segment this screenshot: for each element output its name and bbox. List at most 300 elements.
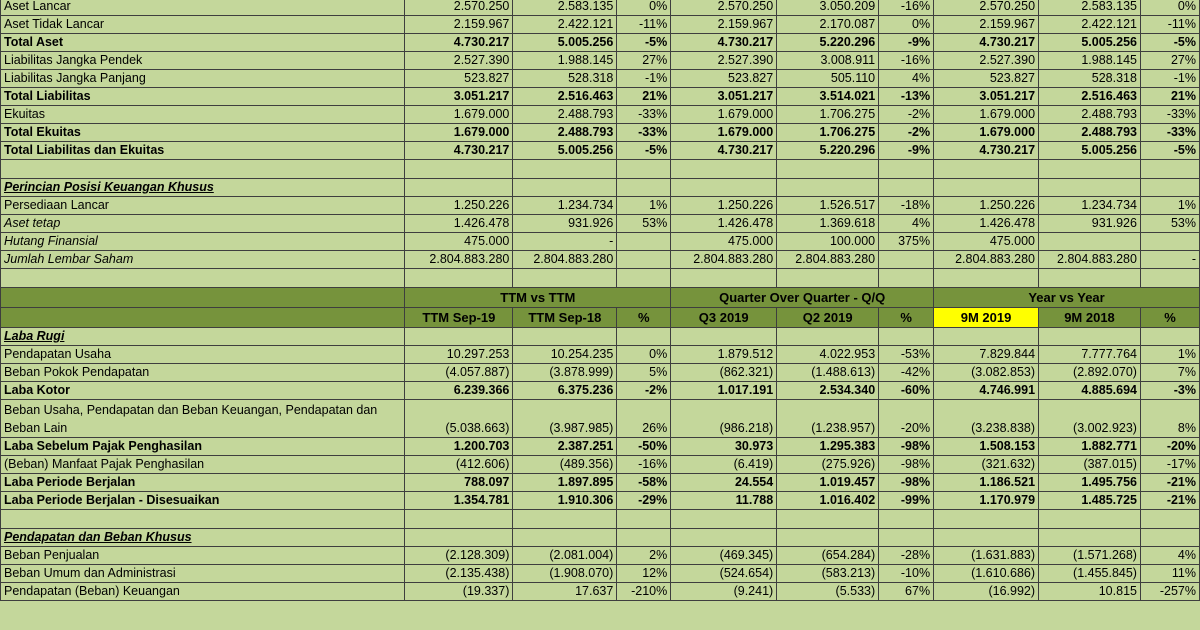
value-cell[interactable]: 2.534.340 [777,382,879,400]
section-title[interactable]: Laba Rugi [1,328,405,346]
value-cell[interactable]: -210% [617,583,671,601]
value-cell[interactable]: 2.527.390 [934,52,1039,70]
empty-cell[interactable] [513,328,617,346]
empty-cell[interactable] [617,179,671,197]
row-label[interactable]: Beban Penjualan [1,547,405,565]
value-cell[interactable]: 2.422.121 [1039,16,1141,34]
value-cell[interactable]: (5.038.663) [405,400,513,438]
value-cell[interactable]: 2.804.883.280 [671,251,777,269]
value-cell[interactable]: 30.973 [671,438,777,456]
value-cell[interactable]: -42% [879,364,934,382]
value-cell[interactable]: 21% [617,88,671,106]
column-header[interactable]: % [879,308,934,328]
value-cell[interactable]: 1.526.517 [777,197,879,215]
row-label[interactable]: Aset Tidak Lancar [1,16,405,34]
value-cell[interactable]: 1.679.000 [671,124,777,142]
value-cell[interactable]: -10% [879,565,934,583]
value-cell[interactable]: -16% [617,456,671,474]
empty-cell[interactable] [777,179,879,197]
value-cell[interactable]: -50% [617,438,671,456]
value-cell[interactable]: 375% [879,233,934,251]
value-cell[interactable]: 1.186.521 [934,474,1039,492]
empty-cell[interactable] [777,529,879,547]
value-cell[interactable]: -11% [1140,16,1199,34]
value-cell[interactable]: 1.706.275 [777,124,879,142]
empty-cell[interactable] [777,328,879,346]
value-cell[interactable]: 27% [617,52,671,70]
row-label[interactable]: Beban Pokok Pendapatan [1,364,405,382]
empty-cell[interactable] [934,179,1039,197]
value-cell[interactable]: 2.159.967 [405,16,513,34]
value-cell[interactable]: 1.910.306 [513,492,617,510]
value-cell[interactable]: 1.019.457 [777,474,879,492]
value-cell[interactable]: 1% [1140,346,1199,364]
value-cell[interactable]: 505.110 [777,70,879,88]
value-cell[interactable]: 4.885.694 [1039,382,1141,400]
value-cell[interactable]: (524.654) [671,565,777,583]
value-cell[interactable]: -58% [617,474,671,492]
row-label[interactable]: Ekuitas [1,106,405,124]
value-cell[interactable]: 931.926 [513,215,617,233]
value-cell[interactable]: 1.234.734 [513,197,617,215]
value-cell[interactable]: 21% [1140,88,1199,106]
value-cell[interactable]: 2.387.251 [513,438,617,456]
empty-cell[interactable] [617,160,671,179]
value-cell[interactable]: - [1140,251,1199,269]
value-cell[interactable]: 0% [617,0,671,16]
value-cell[interactable]: 523.827 [934,70,1039,88]
group-header[interactable]: Quarter Over Quarter - Q/Q [671,288,934,308]
value-cell[interactable]: 2% [617,547,671,565]
value-cell[interactable]: 528.318 [513,70,617,88]
empty-cell[interactable] [671,179,777,197]
empty-cell[interactable] [1039,269,1141,288]
value-cell[interactable]: 3.051.217 [405,88,513,106]
value-cell[interactable]: -21% [1140,474,1199,492]
value-cell[interactable]: 1.426.478 [671,215,777,233]
value-cell[interactable] [617,251,671,269]
column-header[interactable]: TTM Sep-18 [513,308,617,328]
value-cell[interactable]: 10.297.253 [405,346,513,364]
value-cell[interactable]: 1.988.145 [513,52,617,70]
row-label[interactable]: Pendapatan Usaha [1,346,405,364]
row-label[interactable]: Laba Periode Berjalan - Disesuaikan [1,492,405,510]
value-cell[interactable]: 2.488.793 [1039,106,1141,124]
value-cell[interactable]: 4.730.217 [671,34,777,52]
value-cell[interactable]: 1.508.153 [934,438,1039,456]
empty-cell[interactable] [617,529,671,547]
value-cell[interactable]: (16.992) [934,583,1039,601]
value-cell[interactable]: (2.892.070) [1039,364,1141,382]
row-label[interactable]: Total Ekuitas [1,124,405,142]
value-cell[interactable]: -28% [879,547,934,565]
value-cell[interactable]: 1.879.512 [671,346,777,364]
empty-cell[interactable] [671,160,777,179]
value-cell[interactable]: -16% [879,0,934,16]
value-cell[interactable] [617,233,671,251]
value-cell[interactable]: 2.159.967 [671,16,777,34]
value-cell[interactable]: 1.354.781 [405,492,513,510]
value-cell[interactable]: 2.422.121 [513,16,617,34]
column-header[interactable]: Q3 2019 [671,308,777,328]
value-cell[interactable]: 0% [879,16,934,34]
value-cell[interactable]: 4.730.217 [405,142,513,160]
value-cell[interactable]: 0% [1140,0,1199,16]
value-cell[interactable]: 2.488.793 [1039,124,1141,142]
empty-cell[interactable] [513,529,617,547]
value-cell[interactable]: 788.097 [405,474,513,492]
empty-cell[interactable] [1039,179,1141,197]
empty-cell[interactable] [405,529,513,547]
value-cell[interactable]: (4.057.887) [405,364,513,382]
column-header[interactable]: % [1140,308,1199,328]
value-cell[interactable]: 1.426.478 [934,215,1039,233]
value-cell[interactable]: 4.730.217 [405,34,513,52]
value-cell[interactable]: -16% [879,52,934,70]
value-cell[interactable]: 1.200.703 [405,438,513,456]
value-cell[interactable]: 7.777.764 [1039,346,1141,364]
empty-cell[interactable] [513,269,617,288]
value-cell[interactable]: 1.679.000 [671,106,777,124]
value-cell[interactable]: (1.908.070) [513,565,617,583]
value-cell[interactable]: 2.804.883.280 [777,251,879,269]
value-cell[interactable]: 475.000 [934,233,1039,251]
column-header[interactable]: Q2 2019 [777,308,879,328]
value-cell[interactable]: 67% [879,583,934,601]
empty-cell[interactable] [1140,269,1199,288]
value-cell[interactable]: -98% [879,438,934,456]
group-header[interactable]: TTM vs TTM [405,288,671,308]
row-label[interactable]: Persediaan Lancar [1,197,405,215]
value-cell[interactable]: 5.005.256 [513,142,617,160]
value-cell[interactable]: 1.426.478 [405,215,513,233]
value-cell[interactable]: 2.583.135 [513,0,617,16]
value-cell[interactable]: 1.988.145 [1039,52,1141,70]
empty-cell[interactable] [879,269,934,288]
value-cell[interactable]: 3.051.217 [671,88,777,106]
empty-cell[interactable] [934,529,1039,547]
value-cell[interactable]: 4.730.217 [934,142,1039,160]
value-cell[interactable]: 1.882.771 [1039,438,1141,456]
column-header[interactable]: TTM Sep-19 [405,308,513,328]
value-cell[interactable]: 4.022.953 [777,346,879,364]
column-header[interactable]: 9M 2018 [1039,308,1141,328]
section-title[interactable]: Perincian Posisi Keuangan Khusus [1,179,405,197]
value-cell[interactable]: 1.897.895 [513,474,617,492]
empty-cell[interactable] [513,160,617,179]
value-cell[interactable]: -5% [1140,142,1199,160]
value-cell[interactable]: (1.571.268) [1039,547,1141,565]
value-cell[interactable]: (1.488.613) [777,364,879,382]
value-cell[interactable]: (654.284) [777,547,879,565]
value-cell[interactable]: 1.017.191 [671,382,777,400]
row-label[interactable]: Jumlah Lembar Saham [1,251,405,269]
value-cell[interactable]: 10.815 [1039,583,1141,601]
value-cell[interactable]: -17% [1140,456,1199,474]
empty-cell[interactable] [1140,179,1199,197]
row-label[interactable]: Liabilitas Jangka Panjang [1,70,405,88]
value-cell[interactable]: 7% [1140,364,1199,382]
value-cell[interactable]: (2.135.438) [405,565,513,583]
empty-cell[interactable] [1039,328,1141,346]
value-cell[interactable]: 1.016.402 [777,492,879,510]
empty-cell[interactable] [777,269,879,288]
row-label[interactable]: Laba Sebelum Pajak Penghasilan [1,438,405,456]
empty-cell[interactable] [617,269,671,288]
value-cell[interactable]: (3.987.985) [513,400,617,438]
value-cell[interactable]: (2.128.309) [405,547,513,565]
value-cell[interactable]: -21% [1140,492,1199,510]
empty-cell[interactable] [1,269,405,288]
value-cell[interactable]: 2.570.250 [671,0,777,16]
empty-cell[interactable] [934,328,1039,346]
value-cell[interactable]: (19.337) [405,583,513,601]
value-cell[interactable]: (3.878.999) [513,364,617,382]
empty-cell[interactable] [777,160,879,179]
value-cell[interactable]: -5% [617,142,671,160]
value-cell[interactable]: 2.804.883.280 [513,251,617,269]
value-cell[interactable]: 5% [617,364,671,382]
value-cell[interactable]: (5.533) [777,583,879,601]
value-cell[interactable]: -9% [879,142,934,160]
value-cell[interactable]: 523.827 [405,70,513,88]
value-cell[interactable]: (469.345) [671,547,777,565]
empty-cell[interactable] [879,160,934,179]
empty-cell[interactable] [1140,328,1199,346]
value-cell[interactable]: 8% [1140,400,1199,438]
row-label[interactable]: Pendapatan (Beban) Keuangan [1,583,405,601]
value-cell[interactable]: 7.829.844 [934,346,1039,364]
value-cell[interactable]: (3.002.923) [1039,400,1141,438]
value-cell[interactable]: 17.637 [513,583,617,601]
empty-cell[interactable] [934,160,1039,179]
row-label[interactable]: Aset tetap [1,215,405,233]
value-cell[interactable]: 4% [879,215,934,233]
value-cell[interactable]: 27% [1140,52,1199,70]
empty-cell[interactable] [405,160,513,179]
value-cell[interactable]: -98% [879,474,934,492]
value-cell[interactable]: -33% [1140,124,1199,142]
value-cell[interactable]: -11% [617,16,671,34]
value-cell[interactable]: (1.455.845) [1039,565,1141,583]
value-cell[interactable] [879,251,934,269]
value-cell[interactable]: (3.238.838) [934,400,1039,438]
empty-cell[interactable] [1039,160,1141,179]
value-cell[interactable]: -33% [1140,106,1199,124]
value-cell[interactable]: (1.610.686) [934,565,1039,583]
empty-cell[interactable] [879,529,934,547]
row-label[interactable]: Total Liabilitas dan Ekuitas [1,142,405,160]
value-cell[interactable]: 2.527.390 [405,52,513,70]
value-cell[interactable]: 1.250.226 [405,197,513,215]
empty-cell[interactable] [405,510,513,529]
empty-cell[interactable] [671,328,777,346]
row-label[interactable]: Hutang Finansial [1,233,405,251]
value-cell[interactable]: -20% [1140,438,1199,456]
value-cell[interactable]: 931.926 [1039,215,1141,233]
value-cell[interactable]: 1.495.756 [1039,474,1141,492]
value-cell[interactable]: 1.679.000 [934,106,1039,124]
empty-cell[interactable] [617,328,671,346]
value-cell[interactable]: 5.220.296 [777,34,879,52]
value-cell[interactable]: 6.239.366 [405,382,513,400]
empty-cell[interactable] [777,510,879,529]
value-cell[interactable]: (2.081.004) [513,547,617,565]
value-cell[interactable]: (583.213) [777,565,879,583]
group-header[interactable]: Year vs Year [934,288,1200,308]
value-cell[interactable]: 3.514.021 [777,88,879,106]
value-cell[interactable]: 5.005.256 [1039,34,1141,52]
empty-cell[interactable] [1,510,405,529]
value-cell[interactable]: 12% [617,565,671,583]
value-cell[interactable]: -5% [617,34,671,52]
value-cell[interactable]: 6.375.236 [513,382,617,400]
value-cell[interactable]: -257% [1140,583,1199,601]
empty-cell[interactable] [879,510,934,529]
value-cell[interactable]: 528.318 [1039,70,1141,88]
value-cell[interactable]: -2% [879,124,934,142]
value-cell[interactable]: 1% [1140,197,1199,215]
section-title[interactable]: Pendapatan dan Beban Khusus [1,529,405,547]
value-cell[interactable]: (862.321) [671,364,777,382]
value-cell[interactable]: -98% [879,456,934,474]
value-cell[interactable]: 2.516.463 [1039,88,1141,106]
empty-cell[interactable] [1,160,405,179]
value-cell[interactable]: (9.241) [671,583,777,601]
value-cell[interactable]: (1.631.883) [934,547,1039,565]
value-cell[interactable]: -29% [617,492,671,510]
value-cell[interactable]: 1.369.618 [777,215,879,233]
value-cell[interactable]: 2.170.087 [777,16,879,34]
value-cell[interactable]: (986.218) [671,400,777,438]
value-cell[interactable]: 11.788 [671,492,777,510]
empty-cell[interactable] [1039,510,1141,529]
value-cell[interactable]: 1.706.275 [777,106,879,124]
value-cell[interactable]: -33% [617,106,671,124]
value-cell[interactable]: -3% [1140,382,1199,400]
column-header[interactable]: 9M 2019 [934,308,1039,328]
row-label[interactable]: Beban Usaha, Pendapatan dan Beban Keuangan, Pendapatan dan Beban Lain [1,400,405,438]
value-cell[interactable]: 2.527.390 [671,52,777,70]
empty-cell[interactable] [671,529,777,547]
row-label[interactable]: Total Liabilitas [1,88,405,106]
row-label[interactable]: Laba Periode Berjalan [1,474,405,492]
value-cell[interactable]: -1% [1140,70,1199,88]
empty-cell[interactable] [513,179,617,197]
value-cell[interactable]: - [513,233,617,251]
header-blank[interactable] [1,288,405,308]
value-cell[interactable]: (321.632) [934,456,1039,474]
value-cell[interactable]: 10.254.235 [513,346,617,364]
empty-cell[interactable] [934,510,1039,529]
value-cell[interactable]: 0% [617,346,671,364]
row-label[interactable]: Laba Kotor [1,382,405,400]
value-cell[interactable]: -99% [879,492,934,510]
value-cell[interactable]: -9% [879,34,934,52]
empty-cell[interactable] [1140,529,1199,547]
empty-cell[interactable] [405,179,513,197]
empty-cell[interactable] [671,510,777,529]
value-cell[interactable]: (1.238.957) [777,400,879,438]
value-cell[interactable]: 2.570.250 [405,0,513,16]
value-cell[interactable]: -1% [617,70,671,88]
value-cell[interactable]: 2.570.250 [934,0,1039,16]
value-cell[interactable]: 2.488.793 [513,106,617,124]
value-cell[interactable]: 1% [617,197,671,215]
value-cell[interactable]: 523.827 [671,70,777,88]
value-cell[interactable]: (489.356) [513,456,617,474]
value-cell[interactable]: 3.008.911 [777,52,879,70]
value-cell[interactable]: -33% [617,124,671,142]
value-cell[interactable]: (275.926) [777,456,879,474]
empty-cell[interactable] [671,269,777,288]
header-blank[interactable] [1,308,405,328]
value-cell[interactable]: 2.583.135 [1039,0,1141,16]
value-cell[interactable]: 475.000 [671,233,777,251]
column-header[interactable]: % [617,308,671,328]
value-cell[interactable]: 4.730.217 [671,142,777,160]
value-cell[interactable]: 2.159.967 [934,16,1039,34]
value-cell[interactable]: -18% [879,197,934,215]
value-cell[interactable]: 3.051.217 [934,88,1039,106]
empty-cell[interactable] [617,510,671,529]
value-cell[interactable]: 26% [617,400,671,438]
value-cell[interactable]: 2.488.793 [513,124,617,142]
empty-cell[interactable] [879,328,934,346]
value-cell[interactable]: -20% [879,400,934,438]
value-cell[interactable]: 2.516.463 [513,88,617,106]
row-label[interactable]: Aset Lancar [1,0,405,16]
value-cell[interactable]: 1.679.000 [405,124,513,142]
value-cell[interactable]: 53% [617,215,671,233]
value-cell[interactable]: -60% [879,382,934,400]
value-cell[interactable]: 4% [879,70,934,88]
value-cell[interactable]: (387.015) [1039,456,1141,474]
value-cell[interactable]: -53% [879,346,934,364]
empty-cell[interactable] [1140,510,1199,529]
empty-cell[interactable] [1140,160,1199,179]
empty-cell[interactable] [405,269,513,288]
row-label[interactable]: Liabilitas Jangka Pendek [1,52,405,70]
value-cell[interactable]: 3.050.209 [777,0,879,16]
empty-cell[interactable] [934,269,1039,288]
value-cell[interactable]: 11% [1140,565,1199,583]
value-cell[interactable]: 1.679.000 [934,124,1039,142]
value-cell[interactable]: 1.250.226 [934,197,1039,215]
value-cell[interactable]: -2% [879,106,934,124]
value-cell[interactable]: 1.485.725 [1039,492,1141,510]
value-cell[interactable]: 1.295.383 [777,438,879,456]
empty-cell[interactable] [1039,529,1141,547]
value-cell[interactable]: 5.220.296 [777,142,879,160]
value-cell[interactable]: -13% [879,88,934,106]
value-cell[interactable]: 5.005.256 [513,34,617,52]
value-cell[interactable] [1140,233,1199,251]
value-cell[interactable]: 1.170.979 [934,492,1039,510]
value-cell[interactable]: 4.730.217 [934,34,1039,52]
value-cell[interactable]: 5.005.256 [1039,142,1141,160]
value-cell[interactable]: 2.804.883.280 [1039,251,1141,269]
value-cell[interactable]: 1.250.226 [671,197,777,215]
row-label[interactable]: (Beban) Manfaat Pajak Penghasilan [1,456,405,474]
value-cell[interactable]: 53% [1140,215,1199,233]
empty-cell[interactable] [513,510,617,529]
value-cell[interactable]: 4.746.991 [934,382,1039,400]
value-cell[interactable]: 100.000 [777,233,879,251]
value-cell[interactable]: 1.234.734 [1039,197,1141,215]
value-cell[interactable]: (412.606) [405,456,513,474]
value-cell[interactable]: 4% [1140,547,1199,565]
